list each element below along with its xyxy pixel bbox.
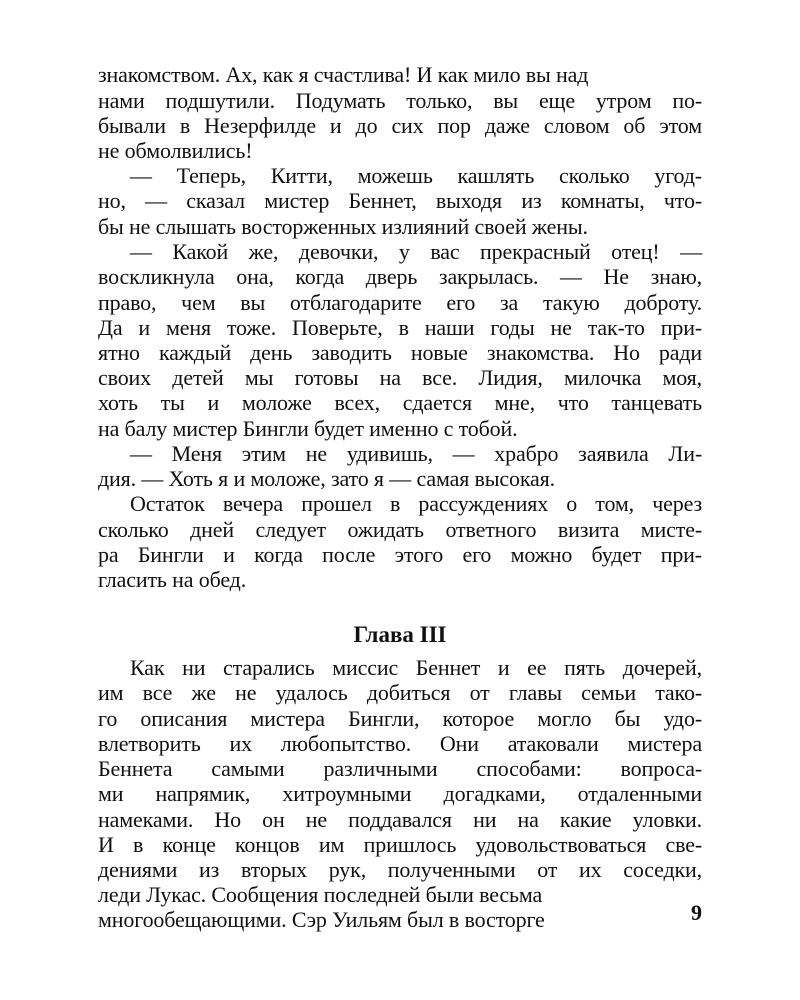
text-line: Остаток вечера прошел в рассуждениях о том, через <box>130 491 702 516</box>
text-line: го описания мистера Бингли, которое могло бы удо- <box>98 706 702 731</box>
text-line: ра Бингли и когда после этого его можно будет при- <box>98 542 702 567</box>
text-line: ми напрямик, хитроумными догадками, отдаленными <box>98 781 702 806</box>
text-line: своих детей мы готовы на все. Лидия, милочка моя, <box>98 365 702 390</box>
text-line: право, чем вы отблагодарите его за такую доброту. <box>98 290 702 315</box>
text-line: леди Лукас. Сообщения последней были весьма <box>98 882 543 907</box>
text-line: воскликнула она, когда дверь закрылась. — Не знаю, <box>98 264 702 289</box>
text-line: Да и меня тоже. Поверьте, в наши годы не так-то при- <box>98 315 702 340</box>
text-line: хоть ты и моложе всех, сдается мне, что танцевать <box>98 390 702 415</box>
text-line: сколько дней следует ожидать ответного визита мисте- <box>98 517 702 542</box>
text-line: бы не слышать восторженных излияний своей жены. <box>98 214 588 239</box>
chapter-heading: Глава III <box>353 622 447 647</box>
text-line: не обмолвились! <box>98 138 253 163</box>
text-line: гласить на обед. <box>98 567 247 592</box>
text-line: на балу мистер Бингли будет именно с тобой. <box>98 416 518 441</box>
text-line: им все же не удалось добиться от главы семьи тако- <box>98 680 702 705</box>
text-line: намеками. Но он не поддавался ни на какие уловки. <box>98 807 702 832</box>
text-line: — Какой же, девочки, у вас прекрасный отец! — <box>130 239 702 264</box>
text-line: Беннета самыми различными способами: вопроса- <box>98 756 702 781</box>
text-line: Как ни старались миссис Беннет и ее пять дочерей, <box>130 655 702 680</box>
text-line: влетворить их любопытство. Они атаковали мистера <box>98 731 702 756</box>
text-line: — Теперь, Китти, можешь кашлять сколько угод- <box>130 163 702 188</box>
text-line: знакомством. Ах, как я счастлива! И как мило вы над <box>98 62 589 87</box>
text-line: дениями из вторых рук, полученными от их соседки, <box>98 857 702 882</box>
text-line: — Меня этим не удивишь, — храбро заявила Ли- <box>130 441 702 466</box>
text-line: И в конце концов им пришлось удовольствоваться све- <box>98 832 702 857</box>
page-number: 9 <box>691 900 702 925</box>
text-line: ятно каждый день заводить новые знакомства. Но ради <box>98 340 702 365</box>
text-line: дия. — Хоть я и моложе, зато я — самая высокая. <box>98 466 555 491</box>
text-line: но, — сказал мистер Беннет, выходя из комнаты, что- <box>98 188 702 213</box>
text-line: бывали в Незерфилде и до сих пор даже словом об этом <box>98 113 702 138</box>
text-line: многообещающими. Сэр Уильям был в восторге <box>98 907 545 932</box>
text-line: нами подшутили. Подумать только, вы еще утром по- <box>98 88 702 113</box>
